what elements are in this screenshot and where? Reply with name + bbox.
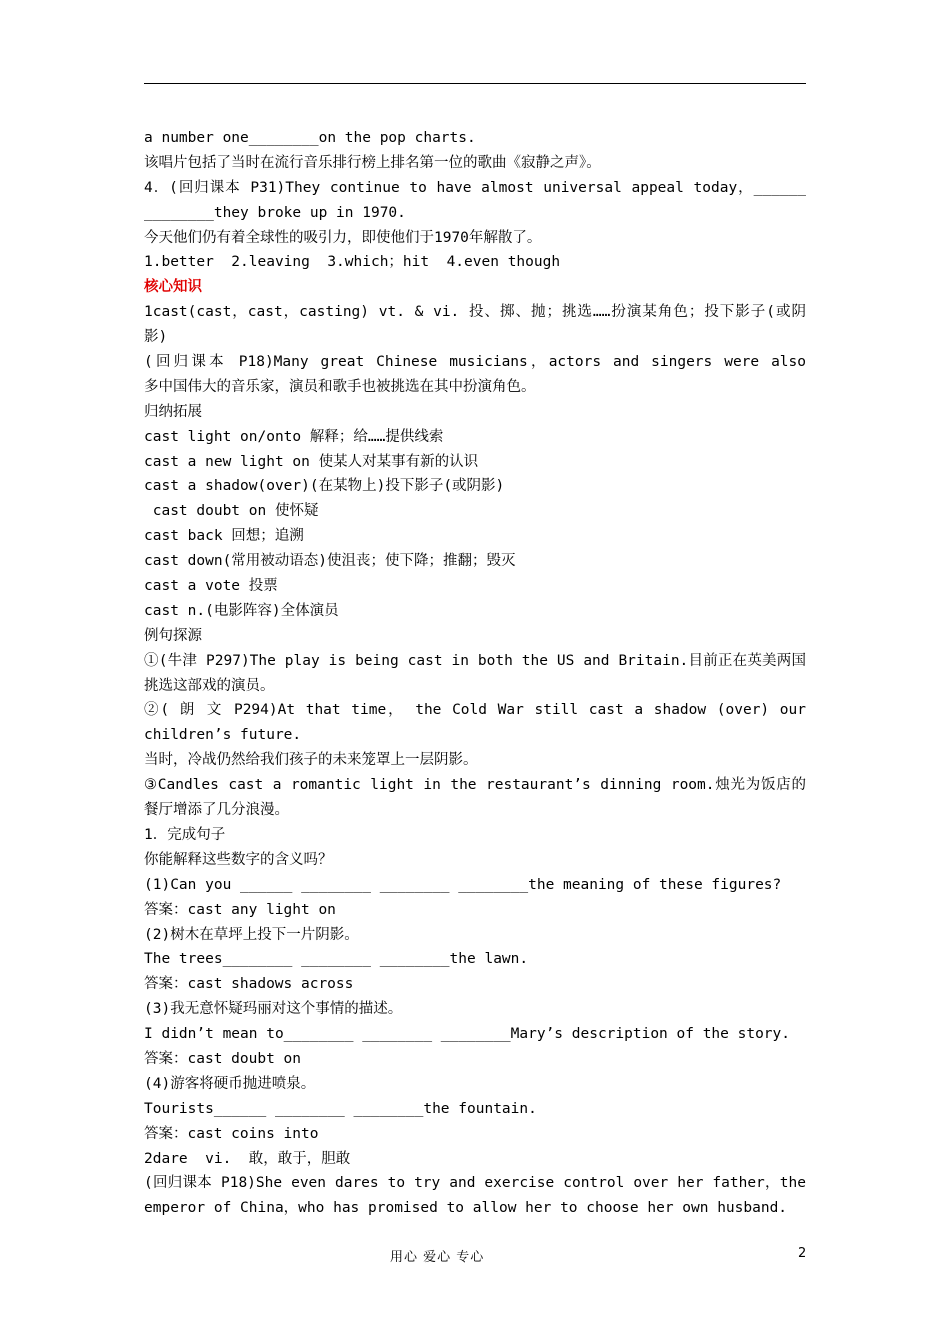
text-line: 4．(回归课本 P31)They continue to have almost universal appeal today，______ [144,179,806,196]
text-line: 答案：cast coins into [144,1125,319,1142]
document-body [144,126,806,1221]
text-line: 归纳拓展 [144,403,202,420]
text-line: 1cast(cast，cast，casting) vt. & vi. 投、掷、抛；挑选……扮演某角色；投下影子(或阴 [144,304,806,321]
text-line: ________they broke up in 1970. [144,204,406,221]
text-line: 挑选这部戏的演员。 [144,677,275,694]
text-line: 例句探源 [144,627,202,644]
footer-motto: 用心 爱心 专心 [390,1250,485,1265]
text-line: cast doubt on 使怀疑 [144,503,319,520]
text-line: cast a new light on 使某人对某事有新的认识 [144,453,479,470]
text-line: (回归课本 P18)She even dares to try and exercise control over her father，the [144,1175,806,1192]
text-line: 你能解释这些数字的含义吗？ [144,851,333,868]
text-line: cast light on/onto 解释；给……提供线索 [144,428,444,445]
text-line: ③Candles cast a romantic light in the restaurant’s dinning room.烛光为饭店的 [144,777,806,794]
text-line: 餐厅增添了几分浪漫。 [144,802,289,819]
text-line: emperor of China，who has promised to allow her to choose her own husband. [144,1200,788,1217]
text-line: cast n.(电影阵容)全体演员 [144,602,339,619]
text-line: cast a shadow(over)(在某物上)投下影子(或阴影) [144,478,505,495]
text-line: cast down(常用被动语态)使沮丧；使下降；推翻；毁灭 [144,553,516,570]
text-line: (3)我无意怀疑玛丽对这个事情的描述。 [144,1001,403,1018]
text-line: 1.better 2.leaving 3.which；hit 4.even though [144,254,561,271]
text-line: cast a vote 投票 [144,578,278,595]
text-line: 今天他们仍有着全球性的吸引力，即使他们于1970年解散了。 [144,229,542,246]
text-line: Tourists______ ________ ________the fountain. [144,1100,537,1117]
text-line: 1．完成句子 [144,826,226,843]
text-line: ①(牛津 P297)The play is being cast in both the US and Britain.目前正在英美两国 [144,652,806,669]
text-line: (回归课本 P18)Many great Chinese musicians，actors and singers were also [144,354,806,371]
text-line: 多中国伟大的音乐家，演员和歌手也被挑选在其中扮演角色。 [144,378,536,395]
text-line: (1)Can you ______ ________ ________ ________the meaning of these figures? [144,876,782,893]
text-line: a number one________on the pop charts. [144,130,476,146]
text-line: 当时，冷战仍然给我们孩子的未来笼罩上一层阴影。 [144,752,478,769]
text-line: (4)游客将硬币抛进喷泉。 [144,1075,316,1092]
text-line: I didn’t mean to________ ________ ________Mary’s description of the story. [144,1026,791,1043]
text-line: (2)树木在草坪上投下一片阴影。 [144,926,359,943]
text-line: cast back 回想；追溯 [144,528,304,545]
text-line: ②( 朗 文 P294)At that time， the Cold War still cast a shadow (over) our [144,702,806,719]
text-line: 答案：cast doubt on [144,1050,301,1067]
header-rule [144,83,806,84]
text-line: 答案：cast any light on [144,901,336,918]
text-line: The trees________ ________ ________the lawn. [144,951,529,968]
text-line: 影) [144,329,168,346]
text-line: 该唱片包括了当时在流行音乐排行榜上排名第一位的歌曲《寂静之声》。 [144,154,601,171]
text-line: 2dare vi. 敢，敢于，胆敢 [144,1150,351,1167]
text-line: 答案：cast shadows across [144,976,354,993]
page-number: 2 [798,1246,807,1261]
section-heading: 核心知识 [144,279,202,296]
text-line: children’s future. [144,727,302,744]
